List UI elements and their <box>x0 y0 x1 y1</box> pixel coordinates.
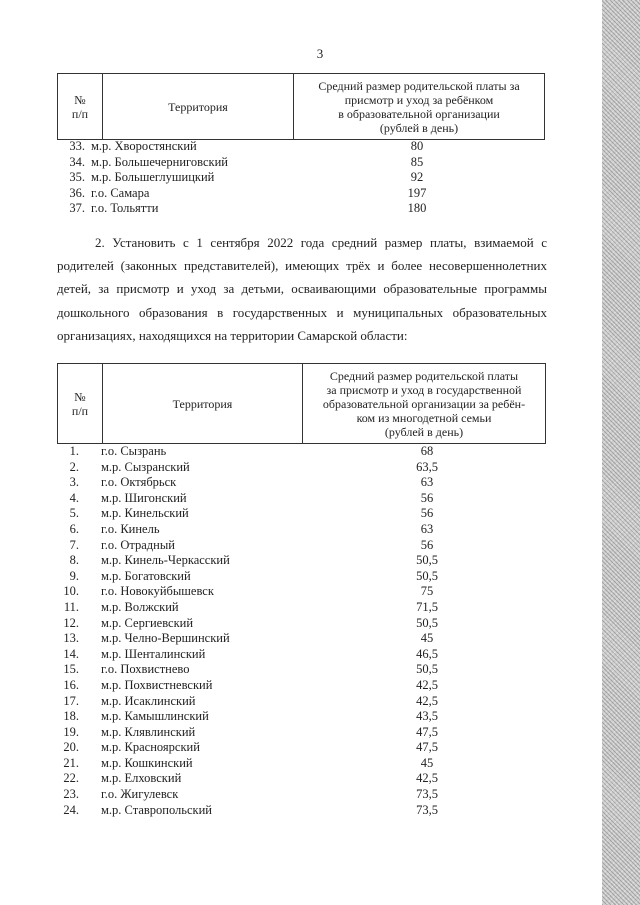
row-num: 15. <box>63 662 79 677</box>
row-num: 23. <box>63 787 79 802</box>
row-territory: м.р. Кошкинский <box>101 755 193 770</box>
row-territory: м.р. Сергиевский <box>101 615 194 630</box>
table2-header-territory <box>103 364 303 443</box>
row-num: 12. <box>63 615 79 630</box>
table-row <box>57 662 537 678</box>
row-value: 71,5 <box>416 599 438 614</box>
table-row <box>57 139 537 155</box>
row-value: 47,5 <box>416 740 438 755</box>
row-num: 19. <box>63 724 79 739</box>
row-territory: м.р. Камышлинский <box>101 709 209 724</box>
row-territory: г.о. Новокуйбышевск <box>101 584 214 599</box>
table-row <box>57 787 537 803</box>
row-num: 22. <box>63 771 79 786</box>
table-row <box>57 170 537 186</box>
row-value: 47,5 <box>416 724 438 739</box>
table2-body <box>57 444 537 818</box>
row-num: 36. <box>69 185 85 200</box>
row-value: 73,5 <box>416 802 438 817</box>
row-value: 197 <box>407 185 427 200</box>
row-num: 5. <box>69 506 79 521</box>
table-row <box>57 155 537 171</box>
table1-header-value-text: Средний размер родительской платы за присмотр и уход за ребёнком в образовательной организации (рублей в день) <box>318 78 520 135</box>
row-value: 45 <box>420 755 434 770</box>
table-row <box>57 647 537 663</box>
table2-header-num <box>58 364 103 443</box>
row-territory: г.о. Отрадный <box>101 537 175 552</box>
row-territory: м.р. Ставропольский <box>101 802 212 817</box>
table2-header-territory-text: Территория <box>172 396 233 411</box>
clause-2-paragraph: 2. Установить с 1 сентября 2022 года средний размер платы, взимаемой с родителей (законных представителей), имеющих трёх и более несовершеннолетних детей, за присмотр и уход за детьми, осваивающими образовательные программы дошкольного образования в государственных и муниципальных образовательных организациях, находящихся на территории Самарской области: <box>57 235 547 343</box>
table-row <box>57 725 537 741</box>
row-territory: м.р. Хворостянский <box>91 139 197 153</box>
row-value: 63 <box>420 475 434 490</box>
row-territory: г.о. Тольятти <box>91 201 159 216</box>
table-row <box>57 569 537 585</box>
row-num: 34. <box>69 154 85 169</box>
row-territory: м.р. Клявлинский <box>101 724 196 739</box>
row-value: 68 <box>420 444 434 458</box>
row-value: 80 <box>410 139 424 153</box>
row-value: 63,5 <box>416 459 438 474</box>
table2-header-value-text: Средний размер родительской платы за присмотр и уход в государственной образовательной организации за ребён- ком из многодетной семьи (рублей в день) <box>322 368 526 439</box>
row-territory: м.р. Кинель-Черкасский <box>101 553 230 568</box>
table1-header-num <box>58 74 103 139</box>
table-row <box>57 460 537 476</box>
table-row <box>57 631 537 647</box>
page-number: 3 <box>316 46 324 61</box>
table1-body <box>57 139 537 217</box>
table-row <box>57 475 537 491</box>
table2-header-value <box>303 364 545 443</box>
row-value: 75 <box>420 584 434 599</box>
row-territory: м.р. Богатовский <box>101 568 191 583</box>
row-value: 85 <box>410 154 424 169</box>
row-num: 1. <box>69 444 79 458</box>
row-territory: г.о. Похвистнево <box>101 662 190 677</box>
table-row <box>57 600 537 616</box>
row-num: 13. <box>63 631 79 646</box>
row-value: 63 <box>420 521 434 536</box>
row-territory: м.р. Сызранский <box>101 459 190 474</box>
row-territory: м.р. Челно-Вершинский <box>101 631 230 646</box>
row-territory: м.р. Шигонский <box>101 490 187 505</box>
row-territory: м.р. Кинельский <box>101 506 189 521</box>
row-num: 14. <box>63 646 79 661</box>
row-value: 42,5 <box>416 693 438 708</box>
table-row <box>57 584 537 600</box>
table-row <box>57 201 537 217</box>
row-num: 11. <box>63 599 79 614</box>
row-territory: г.о. Сызрань <box>101 444 167 458</box>
row-num: 24. <box>63 802 79 817</box>
table1-header-value <box>294 74 544 139</box>
table-row <box>57 491 537 507</box>
row-territory: г.о. Самара <box>91 185 150 200</box>
row-value: 42,5 <box>416 677 438 692</box>
table-row <box>57 616 537 632</box>
table-row <box>57 186 537 202</box>
table-row <box>57 740 537 756</box>
row-value: 50,5 <box>416 615 438 630</box>
row-value: 42,5 <box>416 771 438 786</box>
row-territory: м.р. Волжский <box>101 599 179 614</box>
table-row <box>57 678 537 694</box>
row-value: 45 <box>420 631 434 646</box>
row-num: 7. <box>69 537 79 552</box>
row-value: 56 <box>420 537 434 552</box>
row-territory: м.р. Красноярский <box>101 740 200 755</box>
row-value: 50,5 <box>416 662 438 677</box>
table-row <box>57 756 537 772</box>
row-num: 9. <box>69 568 79 583</box>
row-num: 21. <box>63 755 79 770</box>
table-row <box>57 444 537 460</box>
row-territory: г.о. Кинель <box>101 521 160 536</box>
row-value: 50,5 <box>416 553 438 568</box>
row-num: 33. <box>69 139 85 153</box>
table-row <box>57 771 537 787</box>
row-num: 4. <box>69 490 79 505</box>
row-value: 73,5 <box>416 787 438 802</box>
row-value: 46,5 <box>416 646 438 661</box>
row-territory: м.р. Исаклинский <box>101 693 196 708</box>
row-value: 180 <box>407 201 427 216</box>
table2-header-num-text: № п/п <box>71 389 89 418</box>
table-row <box>57 694 537 710</box>
row-num: 16. <box>63 677 79 692</box>
table-row <box>57 803 537 819</box>
row-num: 10. <box>63 584 79 599</box>
table1-header-num-text: № п/п <box>71 92 89 121</box>
row-territory: м.р. Большеглушицкий <box>91 170 215 185</box>
row-territory: м.р. Похвистневский <box>101 677 213 692</box>
row-num: 8. <box>69 553 79 568</box>
row-territory: м.р. Елховский <box>101 771 182 786</box>
row-num: 35. <box>69 170 85 185</box>
row-num: 17. <box>63 693 79 708</box>
row-num: 37. <box>69 201 85 216</box>
table-row <box>57 553 537 569</box>
row-num: 2. <box>69 459 79 474</box>
row-value: 50,5 <box>416 568 438 583</box>
row-value: 92 <box>410 170 424 185</box>
table1-header-territory <box>103 74 294 139</box>
row-territory: г.о. Жигулевск <box>101 787 179 802</box>
table-row <box>57 506 537 522</box>
row-num: 3. <box>69 475 79 490</box>
table1-header <box>57 73 545 140</box>
table1-header-territory-text: Территория <box>168 99 228 114</box>
row-num: 18. <box>63 709 79 724</box>
row-value: 56 <box>420 490 434 505</box>
table-row <box>57 522 537 538</box>
row-territory: м.р. Большечерниговский <box>91 154 228 169</box>
table-row <box>57 709 537 725</box>
row-num: 6. <box>69 521 79 536</box>
row-num: 20. <box>63 740 79 755</box>
scan-edge-strip <box>602 0 640 905</box>
row-territory: г.о. Октябрьск <box>101 475 177 490</box>
table2-header <box>57 363 546 444</box>
row-territory: м.р. Шенталинский <box>101 646 206 661</box>
table-row <box>57 538 537 554</box>
row-value: 56 <box>420 506 434 521</box>
row-value: 43,5 <box>416 709 438 724</box>
